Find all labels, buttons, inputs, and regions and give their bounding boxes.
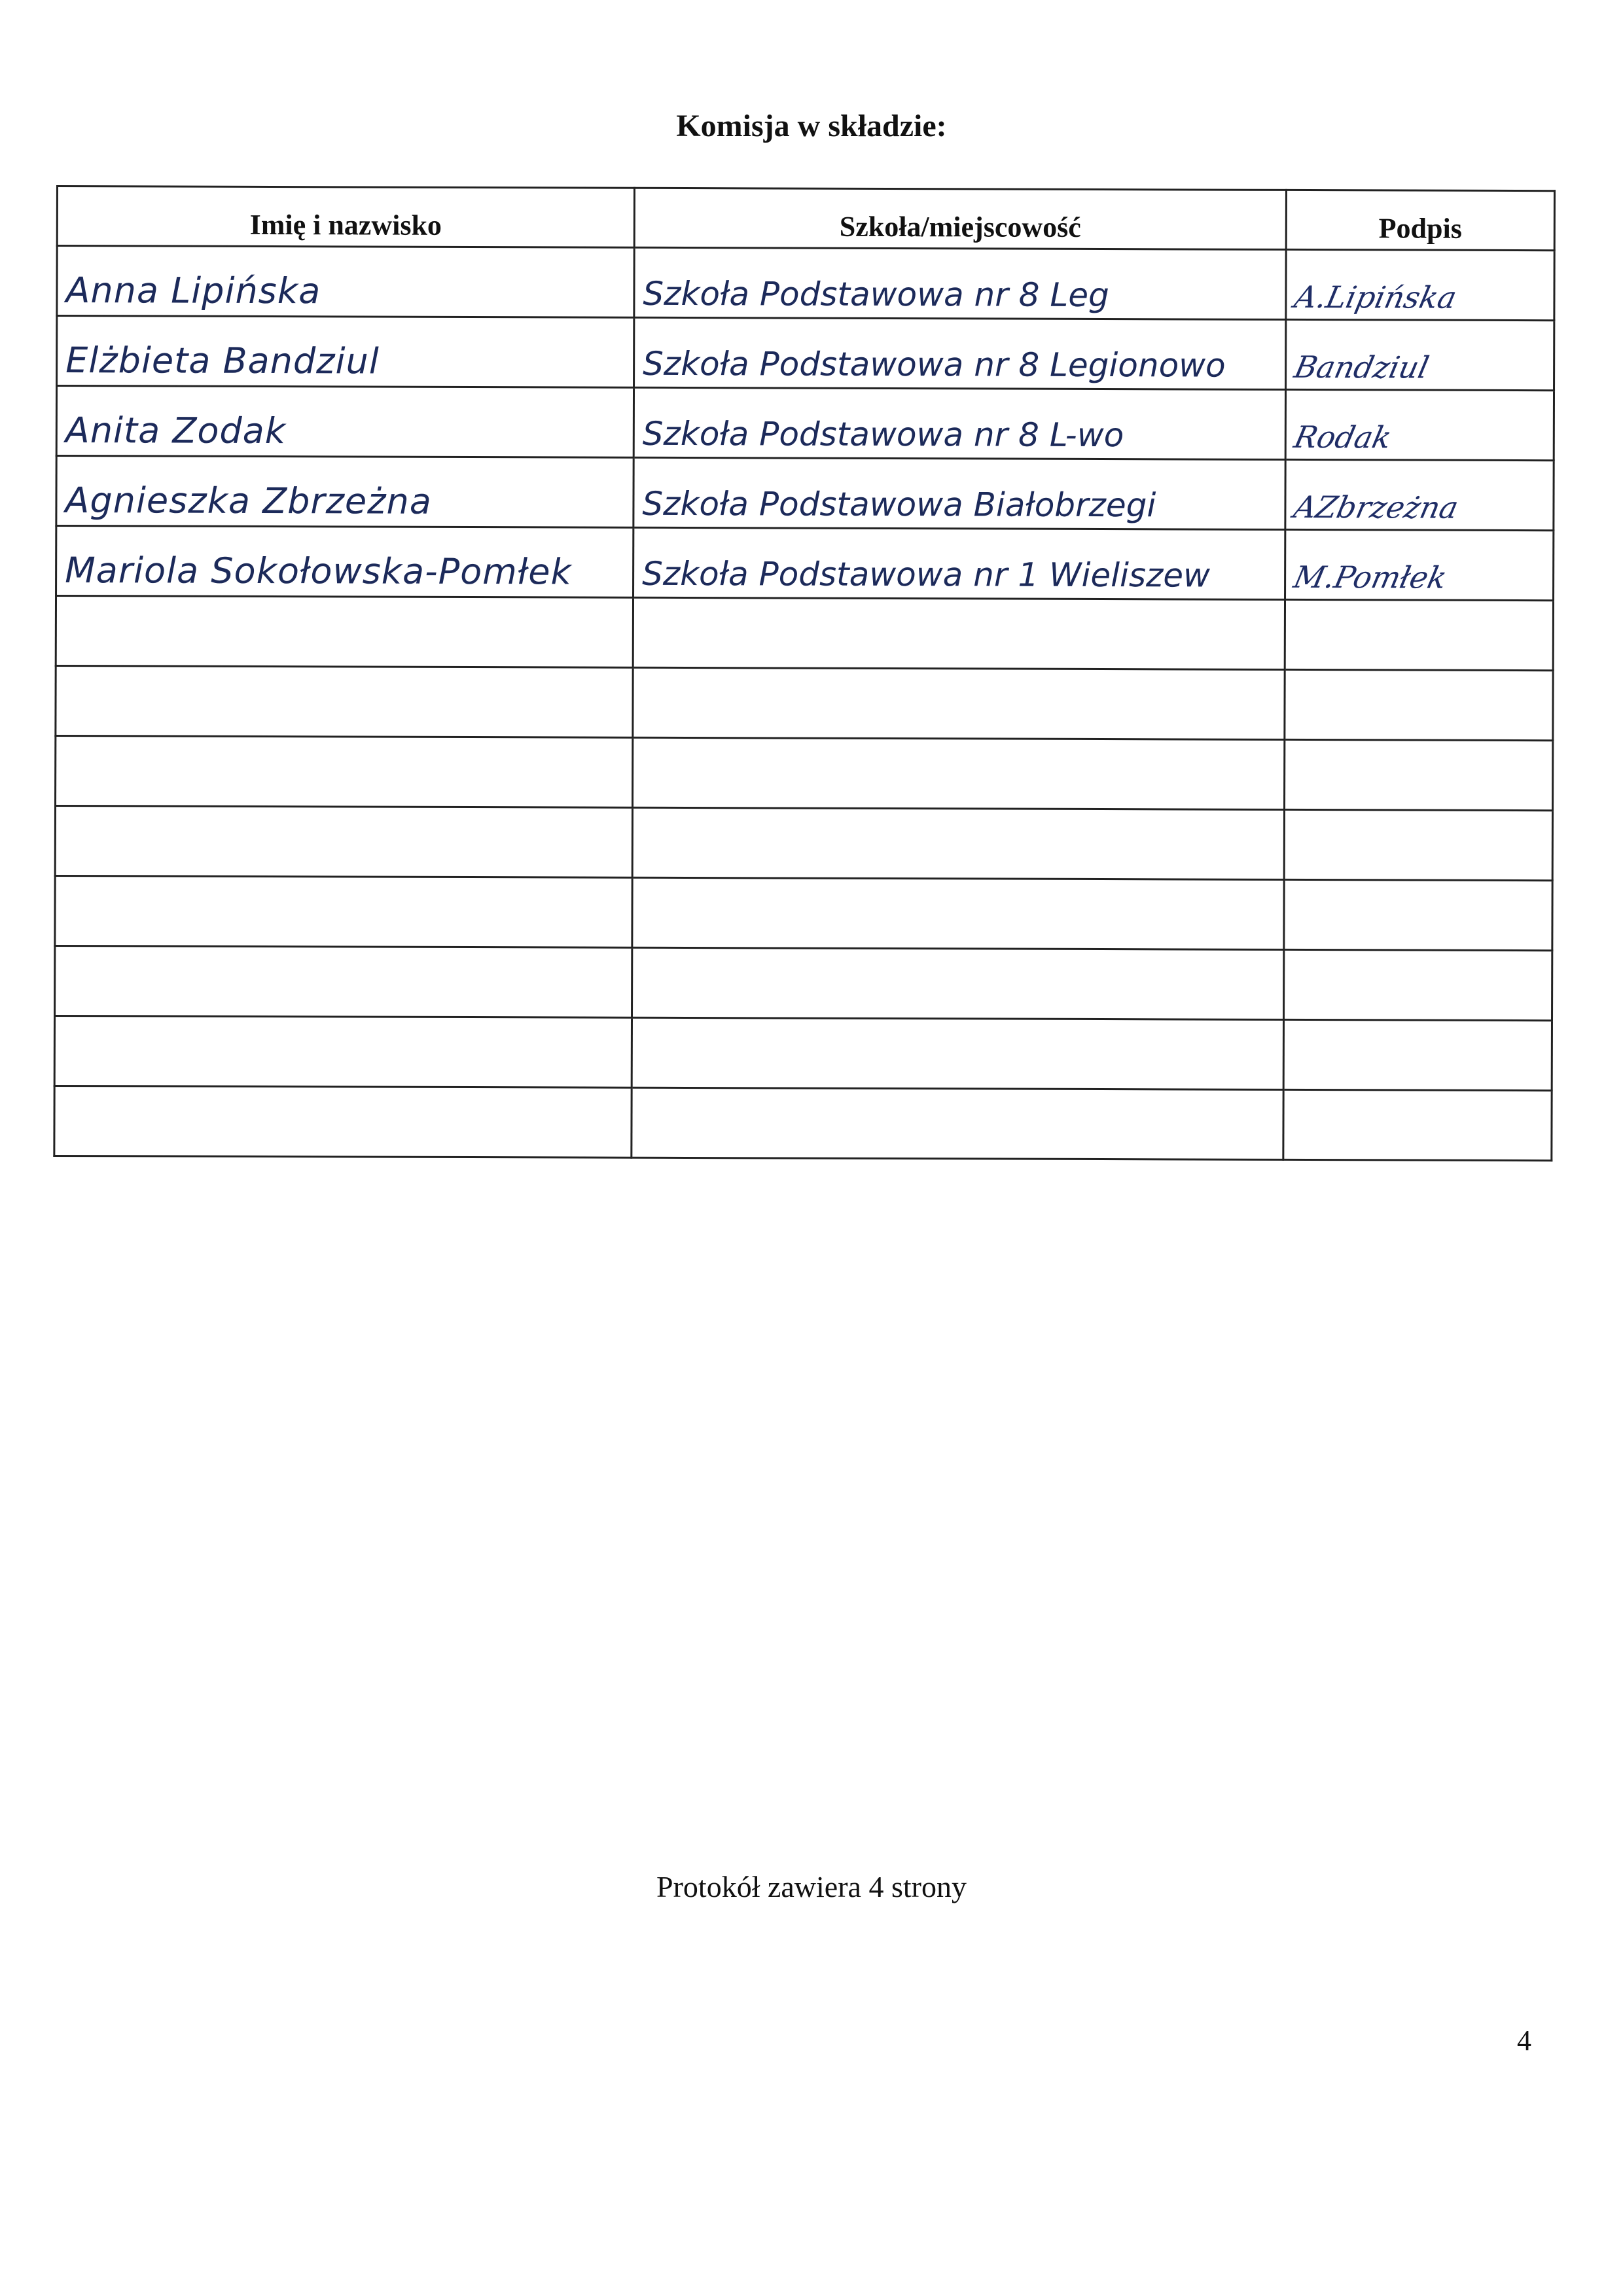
table-cell-signature [1285, 599, 1553, 670]
table-row [56, 596, 1553, 671]
table-cell-school [632, 877, 1284, 949]
commission-table [53, 185, 1556, 1161]
column-header-school: Szkoła/miejscowość [634, 188, 1286, 249]
table-cell-school [633, 457, 1285, 529]
table-cell-name [56, 736, 633, 808]
table-cell-name [55, 875, 632, 947]
table-cell-name [55, 806, 632, 878]
table-cell-school [632, 947, 1284, 1019]
table-row [56, 526, 1554, 601]
table-cell-school [632, 1087, 1283, 1159]
member-signature: Rodak [1291, 419, 1395, 455]
table-cell-name [54, 1016, 632, 1087]
table-header-row [57, 186, 1554, 251]
table-cell-signature [1285, 459, 1554, 530]
table-row [56, 666, 1553, 741]
member-name: Anita Zodak [65, 410, 287, 452]
member-name: Anna Lipińska [65, 270, 321, 312]
member-name: Mariola Sokołowska-Pomłek [65, 550, 572, 593]
table-cell-name [56, 526, 633, 598]
table-cell-school [633, 667, 1285, 739]
table-cell-school [633, 597, 1285, 669]
member-school: Szkoła Podstawowa nr 8 Legionowo [643, 344, 1226, 385]
table-cell-school [633, 527, 1285, 599]
member-signature [1292, 1012, 1293, 1016]
table-cell-name [54, 1086, 632, 1157]
table-cell-school [633, 387, 1285, 459]
table-row [54, 1086, 1552, 1160]
protocol-page-count-note: Protokół zawiera 4 strony [656, 1870, 967, 1903]
table-cell-signature [1285, 389, 1554, 460]
table-cell-signature [1285, 529, 1554, 600]
table-row [57, 316, 1554, 391]
column-header-name: Imię i nazwisko [57, 186, 634, 248]
table-row [55, 875, 1552, 950]
table-cell-school [632, 1017, 1283, 1089]
member-school: Szkoła Podstawowa nr 8 L-wo [642, 414, 1124, 455]
member-name: Agnieszka Zbrzeżna [65, 480, 432, 522]
member-name: Elżbieta Bandziul [65, 340, 380, 382]
table-cell-school [634, 317, 1286, 389]
member-signature [1292, 1082, 1293, 1086]
table-row [56, 456, 1554, 531]
table-cell-signature [1286, 249, 1554, 320]
member-signature: A.Lipińska [1291, 279, 1460, 315]
member-signature [1292, 1152, 1293, 1156]
member-signature [1293, 662, 1294, 665]
table-cell-signature [1284, 879, 1552, 950]
table-cell-signature [1284, 949, 1552, 1020]
table-cell-signature [1284, 809, 1552, 880]
member-signature: AZbrzeżna [1291, 489, 1462, 525]
column-header-signature: Podpis [1286, 190, 1554, 250]
table-cell-signature [1286, 319, 1554, 390]
table-cell-name [56, 666, 633, 738]
member-signature: Bandziul [1291, 349, 1433, 385]
page-heading: Komisja w składzie: [676, 109, 947, 143]
table-row [54, 1016, 1552, 1090]
table-cell-school [633, 737, 1285, 809]
commission-table-wrapper [56, 185, 1554, 1157]
table-cell-name [57, 316, 634, 388]
table-cell-name [57, 246, 634, 318]
table-cell-school [634, 247, 1286, 319]
table-row [57, 246, 1554, 321]
table-cell-name [56, 596, 633, 668]
table-cell-name [56, 456, 633, 528]
page-number: 4 [1517, 2024, 1531, 2057]
table-cell-signature [1285, 739, 1553, 810]
member-school: Szkoła Podstawowa nr 1 Wieliszew [642, 554, 1211, 595]
member-signature: M.Pomłek [1290, 559, 1450, 595]
member-school: Szkoła Podstawowa nr 8 Leg [643, 274, 1109, 315]
table-cell-signature [1283, 1019, 1552, 1090]
table-row [55, 945, 1552, 1020]
table-row [56, 386, 1554, 461]
table-cell-signature [1283, 1089, 1552, 1160]
table-cell-signature [1285, 669, 1553, 740]
table-cell-name [55, 945, 632, 1017]
member-school: Szkoła Podstawowa Białobrzegi [642, 484, 1156, 525]
table-cell-school [632, 807, 1284, 879]
table-row [55, 806, 1552, 881]
table-row [56, 736, 1553, 811]
member-signature [1293, 732, 1294, 735]
table-cell-name [56, 386, 633, 458]
